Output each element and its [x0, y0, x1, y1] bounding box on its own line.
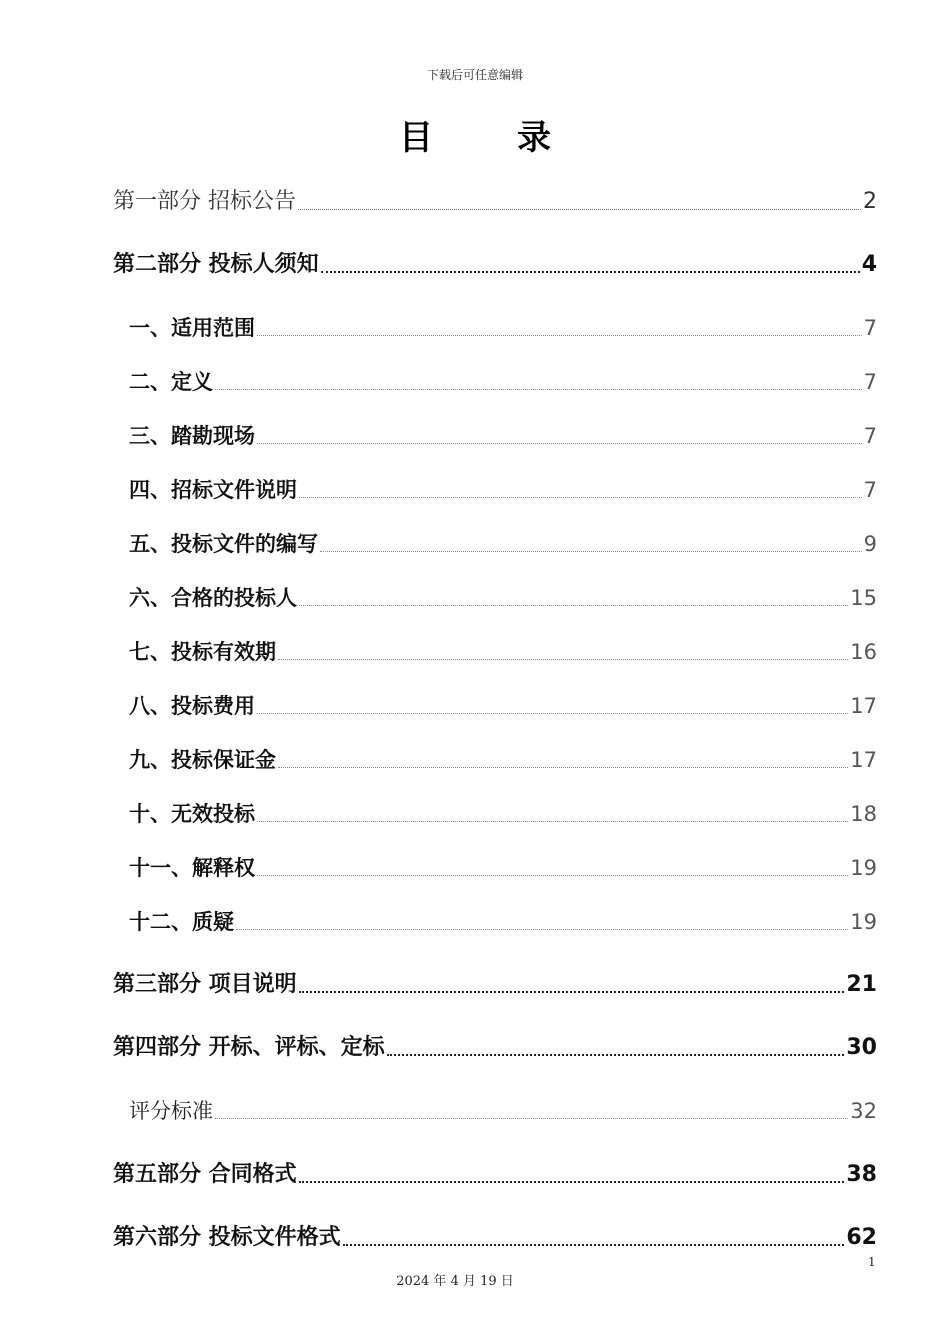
toc-entry-label: 三、踏勘现场	[129, 424, 255, 448]
toc-entry-page: 16	[850, 640, 877, 664]
toc-dot-leader	[343, 1244, 845, 1246]
page-title: 目录	[399, 118, 635, 158]
toc-entry-label: 第五部分 合同格式	[113, 1162, 297, 1187]
toc-dot-leader	[299, 1181, 845, 1183]
page-header: 下载后可任意编辑	[426, 68, 523, 82]
toc-dot-leader	[257, 821, 848, 822]
toc-entry-section-10[interactable]	[129, 798, 877, 830]
toc-entry-label: 八、投标费用	[129, 694, 255, 718]
toc-dot-leader	[320, 551, 862, 552]
toc-dot-leader	[257, 335, 862, 336]
toc-entry-part5[interactable]	[113, 1159, 877, 1191]
toc-entry-section-7[interactable]	[129, 636, 877, 668]
toc-entry-label: 评分标准	[129, 1099, 213, 1123]
toc-entry-page: 7	[863, 478, 877, 502]
toc-entry-label: 十二、质疑	[129, 910, 234, 934]
toc-dot-leader	[278, 659, 848, 660]
toc-entry-label: 七、投标有效期	[129, 640, 276, 664]
toc-dot-leader	[321, 271, 860, 273]
toc-entry-label: 第六部分 投标文件格式	[113, 1225, 341, 1250]
toc-dot-leader	[387, 1054, 845, 1056]
toc-entry-page: 9	[863, 532, 877, 556]
toc-entry-section-12[interactable]	[129, 906, 877, 938]
toc-dot-leader	[236, 929, 848, 930]
toc-entry-page: 7	[863, 370, 877, 394]
toc-entry-page: 30	[846, 1035, 877, 1060]
toc-dot-leader	[299, 605, 848, 606]
toc-entry-page: 7	[863, 424, 877, 448]
toc-entry-page: 15	[850, 586, 877, 610]
toc-entry-label: 二、定义	[129, 370, 213, 394]
toc-dot-leader	[215, 1118, 848, 1119]
toc-dot-leader	[299, 991, 845, 993]
toc-entry-section-11[interactable]	[129, 852, 877, 884]
toc-entry-page: 21	[846, 972, 877, 997]
toc-entry-label: 五、投标文件的编写	[129, 532, 318, 556]
toc-entry-part4[interactable]	[113, 1032, 877, 1064]
toc-entry-page: 17	[850, 748, 877, 772]
toc-entry-part3[interactable]	[113, 969, 877, 1001]
toc-entry-page: 4	[861, 252, 877, 277]
toc-entry-page: 19	[850, 910, 877, 934]
toc-entry-section-4[interactable]	[129, 474, 877, 506]
page-number: 1	[868, 1255, 876, 1269]
toc-dot-leader	[215, 389, 862, 390]
toc-entry-section-9[interactable]	[129, 744, 877, 776]
toc-entry-page: 17	[850, 694, 877, 718]
toc-entry-section-6[interactable]	[129, 582, 877, 614]
toc-entry-label: 第一部分 招标公告	[113, 189, 296, 214]
toc-entry-label: 第四部分 开标、评标、定标	[113, 1035, 385, 1060]
toc-dot-leader	[257, 713, 848, 714]
toc-entry-scoring-criteria[interactable]	[129, 1095, 877, 1127]
toc-entry-part1[interactable]	[113, 186, 877, 218]
toc-entry-page: 62	[846, 1225, 877, 1250]
toc-entry-part2[interactable]	[113, 249, 877, 281]
toc-entry-section-2[interactable]	[129, 366, 877, 398]
page-footer-date: 2024 年 4 月 19 日	[396, 1274, 514, 1289]
toc-dot-leader	[257, 875, 848, 876]
toc-entry-page: 7	[863, 316, 877, 340]
toc-entry-section-5[interactable]	[129, 528, 877, 560]
toc-entry-label: 一、适用范围	[129, 316, 255, 340]
toc-entry-label: 六、合格的投标人	[129, 586, 297, 610]
toc-entry-label: 第三部分 项目说明	[113, 972, 297, 997]
toc-entry-label: 十一、解释权	[129, 856, 255, 880]
toc-entry-label: 四、招标文件说明	[129, 478, 297, 502]
toc-entry-part6[interactable]	[113, 1222, 877, 1254]
toc-entry-page: 19	[850, 856, 877, 880]
toc-dot-leader	[298, 209, 861, 210]
toc-entry-section-3[interactable]	[129, 420, 877, 452]
toc-entry-page: 2	[863, 189, 877, 214]
toc-entry-section-1[interactable]	[129, 312, 877, 344]
toc-entry-label: 十、无效投标	[129, 802, 255, 826]
toc-entry-page: 32	[850, 1099, 877, 1123]
toc-entry-page: 18	[850, 802, 877, 826]
toc-dot-leader	[299, 497, 862, 498]
toc-dot-leader	[257, 443, 862, 444]
toc-entry-label: 九、投标保证金	[129, 748, 276, 772]
toc-entry-page: 38	[846, 1162, 877, 1187]
toc-entry-label: 第二部分 投标人须知	[113, 252, 319, 277]
toc-dot-leader	[278, 767, 848, 768]
toc-entry-section-8[interactable]	[129, 690, 877, 722]
